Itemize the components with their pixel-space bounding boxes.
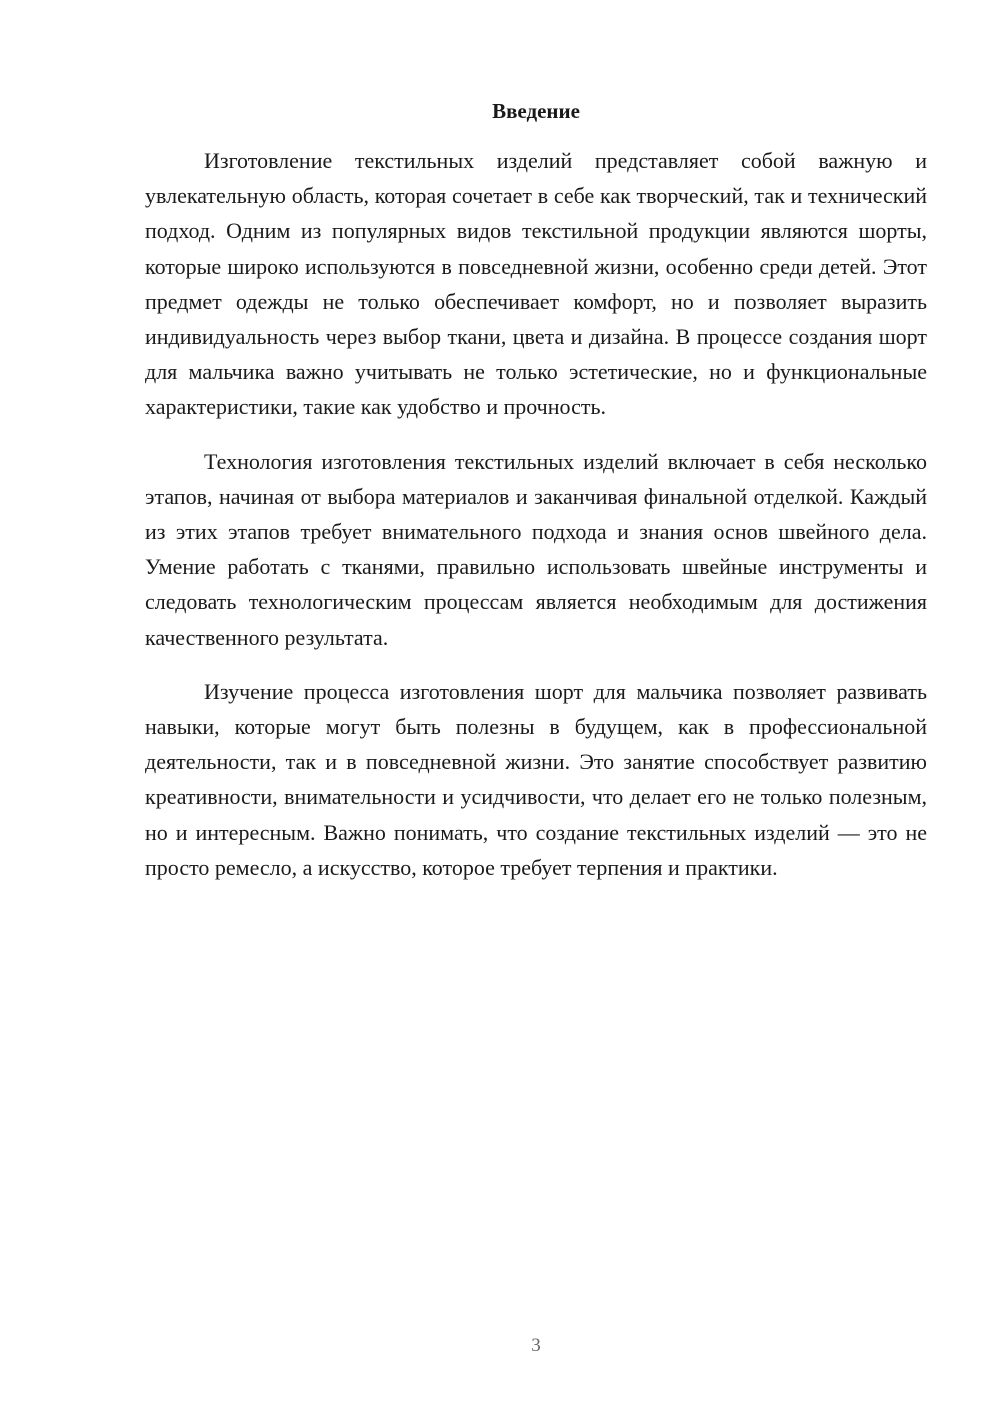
paragraph-3: Изучение процесса изготовления шорт для мальчика позволяет развивать навыки, которые могут быть полезны в будущем, как в профессиональной деятельности, так и в повседневной жизни. Это занятие способствует развитию креативности, внимательности и усидчивости, что делает его не только полезным, но и интересным. Важно понимать, что создание текстильных изделий — это не просто ремесло, а искусство, которое требует терпения и практики. [145, 678, 927, 880]
body-text [145, 143, 927, 885]
section-heading: Введение [492, 99, 580, 123]
page-number: 3 [531, 1335, 541, 1356]
paragraph-2: Технология изготовления текстильных изделий включает в себя несколько этапов, начиная от выбора материалов и заканчивая финальной отделкой. Каждый из этих этапов требует внимательного подхода и знания основ швейного дела. Умение работать с тканями, правильно использовать швейные инструменты и следовать технологическим процессам является необходимым для достижения качественного результата. [145, 448, 927, 650]
paragraph-1: Изготовление текстильных изделий представляет собой важную и увлекательную область, которая сочетает в себе как творческий, так и технический подход. Одним из популярных видов текстильной продукции являются шорты, которые широко используются в повседневной жизни, особенно среди детей. Этот предмет одежды не только обеспечивает комфорт, но и позволяет выразить индивидуальность через выбор ткани, цвета и дизайна. В процессе создания шорт для мальчика важно учитывать не только эстетические, но и функциональные характеристики, такие как удобство и прочность. [145, 148, 927, 420]
